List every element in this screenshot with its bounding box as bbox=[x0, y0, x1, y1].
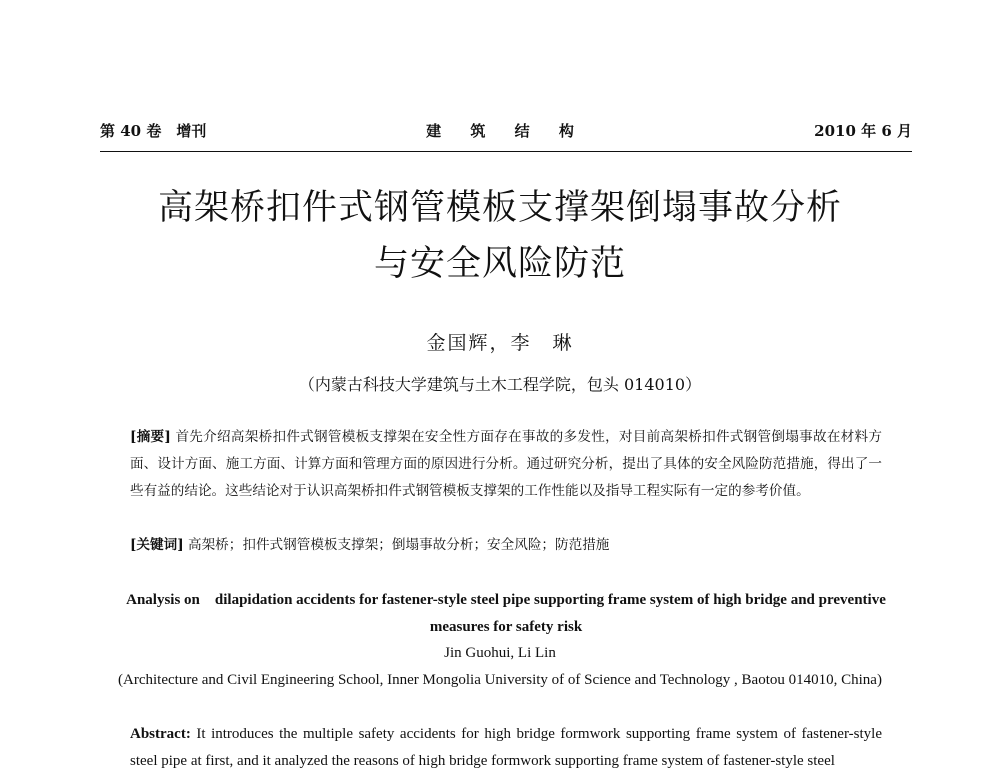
english-abstract bbox=[130, 721, 882, 775]
abstract-chinese bbox=[130, 424, 882, 505]
english-title: Analysis on dilapidation accidents for fastener-style steel pipe supporting frame system of high bridge and preventive measures for safety risk bbox=[126, 592, 886, 635]
keywords-text: 高架桥；扣件式钢管模板支撑架；倒塌事故分析；安全风险；防范措施 bbox=[183, 537, 610, 553]
keywords-label: [关键词] bbox=[130, 537, 184, 553]
paper-title-line-1: 高架桥扣件式钢管模板支撑架倒塌事故分析 bbox=[157, 188, 842, 228]
affiliation: （内蒙古科技大学建筑与土木工程学院，包头 014010） bbox=[298, 375, 702, 394]
english-authors: Jin Guohui, Li Lin bbox=[444, 645, 556, 661]
authors: 金国辉，李 琳 bbox=[426, 332, 574, 354]
header-rule bbox=[100, 151, 912, 152]
journal-name: 建 筑 结 构 bbox=[426, 122, 586, 140]
paper-title-line-2: 与安全风险防范 bbox=[373, 244, 626, 284]
abstract-text: 首先介绍高架桥扣件式钢管模板支撑架在安全性方面存在事故的多发性，对目前高架桥扣件式钢管倒塌事故在材料方面、设计方面、施工方面、计算方面和管理方面的原因进行分析。通过研究分析，提出了具体的安全风险防范措施，得出了一些有益的结论。这些结论对于认识高架桥扣件式钢管模板支撑架的工作性能以及指导工程实际有一定的参考价值。 bbox=[130, 429, 882, 499]
abstract-label: [摘要] bbox=[130, 429, 171, 445]
publication-date: 2010 年 6 月 bbox=[814, 122, 912, 140]
running-header bbox=[100, 120, 912, 150]
paper-title bbox=[60, 180, 940, 292]
volume-issue: 第 40 卷 增刊 bbox=[100, 122, 207, 140]
english-abstract-text: It introduces the multiple safety accidents for high bridge formwork supporting frame system of fastener-style steel pipe at first, and it analyzed the reasons of high bridge formwork supporting frame system of fastener-style steel bbox=[130, 726, 882, 769]
english-abstract-label: Abstract: bbox=[130, 726, 191, 742]
keywords-chinese bbox=[130, 532, 882, 559]
english-affiliation: (Architecture and Civil Engineering School, Inner Mongolia University of of Science and Technology , Baotou 014010, China) bbox=[118, 672, 882, 688]
